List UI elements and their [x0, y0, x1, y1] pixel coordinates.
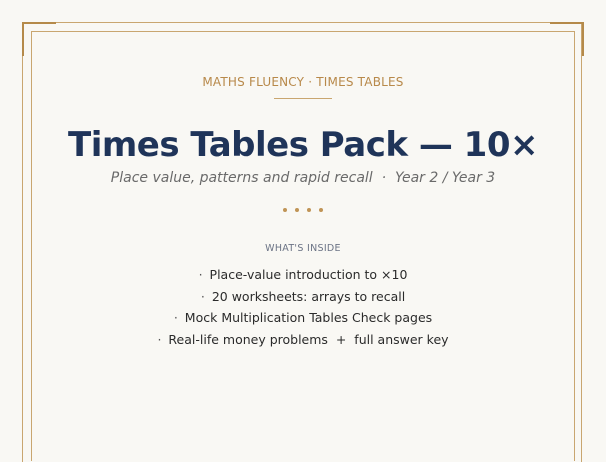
contents-list — [0, 264, 606, 350]
list-item — [0, 329, 606, 351]
list-item-label: Real-life money problems + full answer key — [168, 331, 449, 347]
divider-dot — [283, 208, 287, 212]
list-item-label: 20 worksheets: arrays to recall — [211, 288, 406, 304]
eyebrow-label: MATHS FLUENCY · TIMES TABLES — [202, 75, 404, 89]
divider-dot — [307, 208, 311, 212]
page-subtitle: Place value, patterns and rapid recall · Year 2 / Year 3 — [110, 170, 496, 186]
bullet-icon: · — [198, 267, 203, 282]
corner-ornament-top-right — [550, 22, 584, 56]
bullet-icon: · — [157, 331, 162, 347]
section-heading: WHAT'S INSIDE — [265, 243, 341, 254]
list-item — [0, 264, 606, 286]
corner-ornament-top-left — [22, 22, 56, 56]
divider-dot — [319, 208, 323, 212]
list-item — [0, 286, 606, 308]
bullet-icon: · — [173, 310, 178, 325]
divider-dot — [295, 208, 299, 212]
list-item — [0, 307, 606, 329]
list-item-label: Place-value introduction to ×10 — [209, 267, 408, 282]
dot-divider — [0, 208, 606, 212]
list-item-label: Mock Multiplication Tables Check pages — [184, 310, 433, 325]
page-title: Times Tables Pack — 10× — [68, 125, 538, 165]
bullet-icon: · — [200, 288, 205, 304]
eyebrow-divider — [274, 98, 332, 99]
